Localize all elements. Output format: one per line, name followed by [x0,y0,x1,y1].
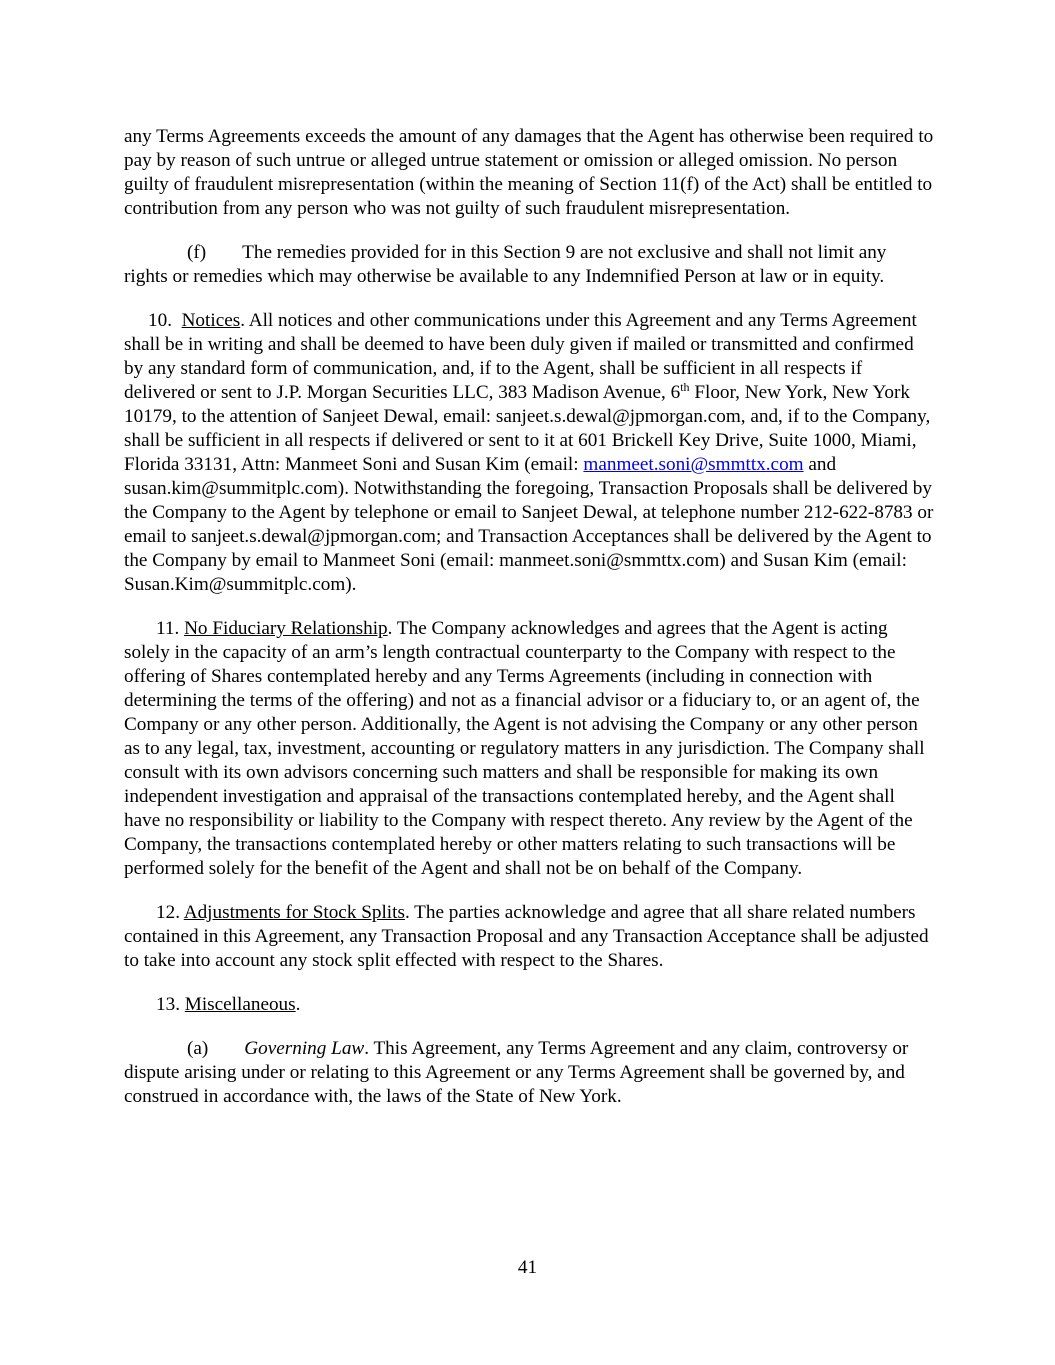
paragraph-section-10-notices: 10. Notices. All notices and other communications under this Agreement and any Terms Agreement shall be in writing and shall be deemed to have been duly given if mailed or transmitted and confirmed by any standard form of communication, and, if to the Agent, shall be sufficient in all respects if delivered or sent to J.P. Morgan Securities LLC, 383 Madison Avenue, 6th Floor, New York, New York 10179, to the attention of Sanjeet Dewal, email: sanjeet.s.dewal@jpmorgan.com, and, if to the Company, shall be sufficient in all respects if delivered or sent to it at 601 Brickell Key Drive, Suite 1000, Miami, Florida 33131, Attn: Manmeet Soni and Susan Kim (email: manmeet.soni@smmttx.com and susan.kim@summitplc.com). Notwithstanding the foregoing, Transaction Proposals shall be delivered by the Company to the Agent by telephone or email to Sanjeet Dewal, at telephone number 212-622-8783 or email to sanjeet.s.dewal@jpmorgan.com; and Transaction Acceptances shall be delivered by the Agent to the Company by email to Manmeet Soni (email: manmeet.soni@smmttx.com) and Susan Kim (email: Susan.Kim@summitplc.com). [124,310,934,595]
clause-label-a: (a) [187,1038,209,1059]
paragraph-section-9e-continued: any Terms Agreements exceeds the amount of any damages that the Agent has otherwise been required to pay by reason of such untrue or alleged untrue statement or omission or alleged omission. No person guilty of fraudulent misrepresentation (within the meaning of Section 11(f) of the Act) shall be entitled to contribution from any person who was not guilty of such fraudulent misrepresentation. [124,126,934,219]
email-link-manmeet-soni[interactable]: manmeet.soni@smmttx.com [583,454,804,475]
section-heading-miscellaneous: Miscellaneous [184,994,296,1015]
paragraph-section-12-stock-splits: 12. Adjustments for Stock Splits. The parties acknowledge and agree that all share related numbers contained in this Agreement, any Transaction Proposal and any Transaction Acceptance shall be adjusted to take into account any stock split effected with respect to the Shares. [124,902,929,971]
paragraph-section-13-miscellaneous: 13. Miscellaneous. [156,994,301,1015]
paragraph-section-9f [124,241,934,289]
section-number: 10. [148,310,172,331]
clause-text-f: The remedies provided for in this Section 9 are not exclusive and shall not limit any rights or remedies which may otherwise be available to any Indemnified Person at law or in equity. [124,242,887,287]
ordinal-superscript: th [680,380,690,394]
section-number: 11. [156,618,180,639]
page-number: 41 [517,1257,538,1278]
section-heading-stock-splits: Adjustments for Stock Splits [183,902,405,923]
section-heading-no-fiduciary: No Fiduciary Relationship [184,618,388,639]
document-body [124,125,934,1129]
section-heading-notices: Notices [181,310,241,331]
section-number: 13. [156,994,180,1015]
section-number: 12. [156,902,180,923]
clause-heading-governing-law: Governing Law [244,1038,365,1059]
clause-label-f: (f) [187,242,207,263]
paragraph-section-13a-governing-law: (a) Governing Law. This Agreement, any Terms Agreement and any claim, controversy or dispute arising under or relating to this Agreement or any Terms Agreement shall be governed by, and construed in accordance with, the laws of the State of New York. [124,1038,909,1107]
paragraph-section-11-no-fiduciary: 11. No Fiduciary Relationship. The Company acknowledges and agrees that the Agent is acting solely in the capacity of an arm’s length contractual counterparty to the Company with respect to the offering of Shares contemplated hereby and any Terms Agreements (including in connection with determining the terms of the offering) and not as a financial advisor or a fiduciary to, or an agent of, the Company or any other person. Additionally, the Agent is not advising the Company or any other person as to any legal, tax, investment, accounting or regulatory matters in any jurisdiction. The Company shall consult with its own advisors concerning such matters and shall be responsible for making its own independent investigation and appraisal of the transactions contemplated hereby, and the Agent shall have no responsibility or liability to the Company with respect thereto. Any review by the Agent of the Company, the transactions contemplated hereby or other matters relating to such transactions will be performed solely for the benefit of the Agent and shall not be on behalf of the Company. [124,618,925,879]
